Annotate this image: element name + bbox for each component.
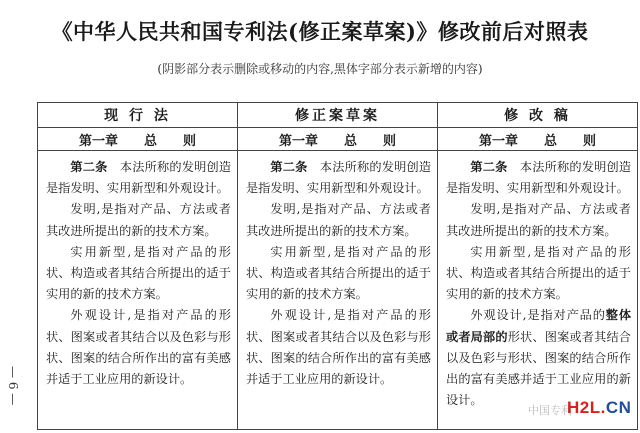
article-paragraph: 实用新型,是指对产品的形状、构造或者其结合所提出的适于实用的新的技术方案。 (446, 244, 631, 302)
chapter-heading: 第一章 总 则 (438, 128, 638, 151)
article-paragraph: 发明,是指对产品、方法或者其改进所提出的新的技术方案。 (46, 202, 231, 238)
article-paragraph: 外观设计,是指对产品的形状、图案或者其结合以及色彩与形状、图案的结合所作出的富有美感并适于工业应用的新设计。 (246, 308, 431, 387)
draft-amendment-text (238, 151, 438, 430)
article-label: 第二条 (70, 160, 108, 174)
column-header-current-law: 现 行 法 (38, 103, 238, 128)
column-header-revised: 修 改 稿 (438, 103, 638, 128)
chapter-heading: 第一章 总 则 (238, 128, 438, 151)
new-text-highlight: 整体或者局部的 (446, 308, 632, 344)
comparison-table (37, 102, 638, 430)
page-title: 《中华人民共和国专利法(修正案草案)》修改前后对照表 (51, 19, 589, 44)
article-label: 第二条 (270, 160, 308, 174)
page-subtitle: (阴影部分表示删除或移动的内容,黑体字部分表示新增的内容) (157, 62, 483, 76)
article-label: 第二条 (470, 160, 508, 174)
article-row (38, 151, 638, 430)
page-number: — 6 — (6, 366, 20, 406)
article-paragraph: 第二条 本法所称的发明创造是指发明、实用新型和外观设计。 (446, 160, 632, 196)
article-paragraph: 第二条 本法所称的发明创造是指发明、实用新型和外观设计。 (246, 160, 432, 196)
chapter-row (38, 128, 638, 151)
article-paragraph: 外观设计,是指对产品的整体或者局部的形状、图案或者其结合以及色彩与形状、图案的结合所作出的富有美感并适于工业应用的新设计。 (446, 308, 632, 408)
article-paragraph: 第二条 本法所称的发明创造是指发明、实用新型和外观设计。 (46, 160, 232, 196)
article-paragraph: 发明,是指对产品、方法或者其改进所提出的新的技术方案。 (446, 202, 631, 238)
article-paragraph: 实用新型,是指对产品的形状、构造或者其结合所提出的适于实用的新的技术方案。 (46, 244, 231, 302)
article-paragraph: 外观设计,是指对产品的形状、图案或者其结合以及色彩与形状、图案的结合所作出的富有美感并适于工业应用的新设计。 (46, 308, 231, 387)
article-paragraph: 实用新型,是指对产品的形状、构造或者其结合所提出的适于实用的新的技术方案。 (246, 244, 431, 302)
chapter-heading: 第一章 总 则 (38, 128, 238, 151)
site-logo[interactable]: H2L.CN (567, 398, 632, 417)
column-header-draft-amendment: 修正案草案 (238, 103, 438, 128)
current-law-text (38, 151, 238, 430)
article-paragraph: 发明,是指对产品、方法或者其改进所提出的新的技术方案。 (246, 202, 431, 238)
table-header-row (38, 103, 638, 128)
watermark-text: 中国专利 (528, 404, 572, 417)
revised-text (438, 151, 638, 430)
